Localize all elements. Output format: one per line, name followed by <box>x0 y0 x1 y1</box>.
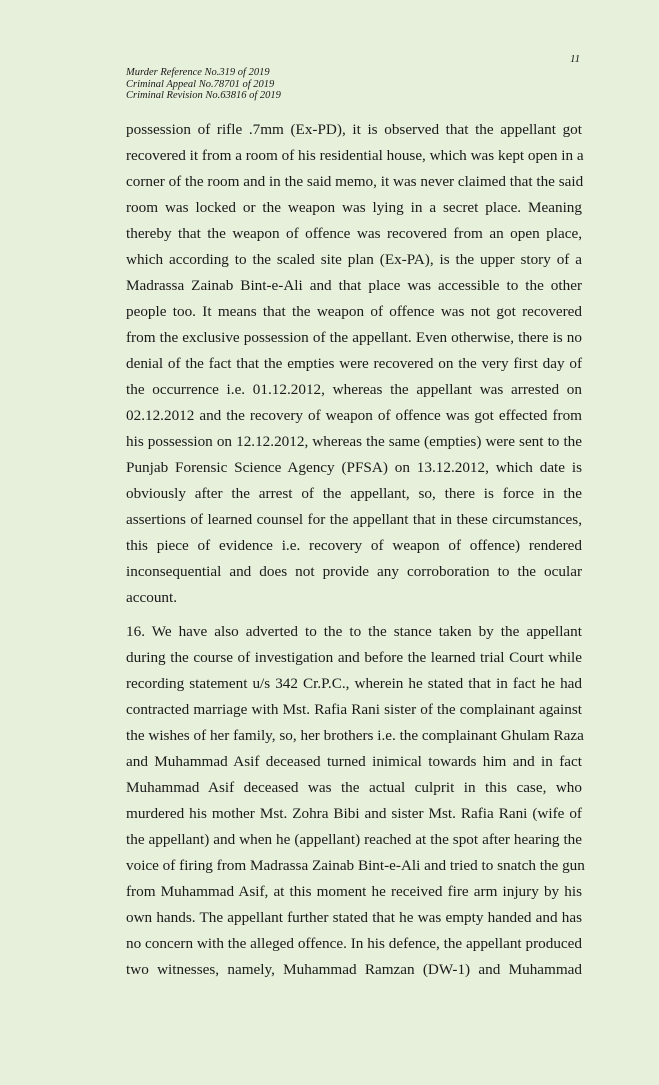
criminal-appeal-reference: Criminal Appeal No.78701 of 2019 <box>126 78 275 90</box>
text-line: own hands. The appellant further stated that he was empty handed and has <box>126 909 582 926</box>
text-line: the wishes of her family, so, her brothers i.e. the complainant Ghulam Raza <box>126 727 584 744</box>
text-line: no concern with the alleged offence. In his defence, the appellant produced <box>126 935 582 952</box>
text-line: Madrassa Zainab Bint-e-Ali and that place was accessible to the other <box>126 277 582 294</box>
text-line: his possession on 12.12.2012, whereas the same (empties) were sent to the <box>126 433 582 450</box>
paragraph-recovery-of-weapon <box>126 117 582 611</box>
text-line: account. <box>126 589 178 606</box>
text-line: Punjab Forensic Science Agency (PFSA) on 13.12.2012, which date is <box>126 459 582 476</box>
text-line: assertions of learned counsel for the appellant that in these circumstances, <box>126 511 582 528</box>
text-line: people too. It means that the weapon of offence was not got recovered <box>126 303 582 320</box>
paragraph-16-stance-of-appellant <box>126 619 585 983</box>
text-line: inconsequential and does not provide any corroboration to the ocular <box>126 563 582 580</box>
text-line: two witnesses, namely, Muhammad Ramzan (DW-1) and Muhammad <box>126 961 582 978</box>
text-line: denial of the fact that the empties were recovered on the very first day of <box>126 355 582 372</box>
murder-reference: Murder Reference No.319 of 2019 <box>126 67 270 78</box>
text-line: and Muhammad Asif deceased turned inimical towards him and in fact <box>126 753 582 770</box>
case-references <box>126 67 281 102</box>
text-line: this piece of evidence i.e. recovery of weapon of offence) rendered <box>126 537 582 554</box>
text-line: contracted marriage with Mst. Rafia Rani sister of the complainant against <box>126 701 582 718</box>
text-line: murdered his mother Mst. Zohra Bibi and sister Mst. Rafia Rani (wife of <box>126 805 582 822</box>
text-line: the occurrence i.e. 01.12.2012, whereas the appellant was arrested on <box>126 381 582 398</box>
text-line: obviously after the arrest of the appellant, so, there is force in the <box>126 485 582 502</box>
text-line: corner of the room and in the said memo, it was never claimed that the said <box>126 173 584 190</box>
text-line: from Muhammad Asif, at this moment he received fire arm injury by his <box>126 883 582 900</box>
text-line: the appellant) and when he (appellant) reached at the spot after hearing the <box>126 831 582 848</box>
text-line: Muhammad Asif deceased was the actual culprit in this case, who <box>126 779 582 796</box>
text-line: thereby that the weapon of offence was recovered from an open place, <box>126 225 582 242</box>
text-line: recovered it from a room of his residential house, which was kept open in a <box>126 147 584 164</box>
text-line: recording statement u/s 342 Cr.P.C., wherein he stated that in fact he had <box>126 675 582 692</box>
text-line: 02.12.2012 and the recovery of weapon of offence was got effected from <box>126 407 582 424</box>
text-line: during the course of investigation and before the learned trial Court while <box>126 649 582 666</box>
text-line: voice of firing from Madrassa Zainab Bint-e-Ali and tried to snatch the gun <box>126 857 585 874</box>
criminal-revision-reference: Criminal Revision No.63816 of 2019 <box>126 90 281 101</box>
text-line: from the exclusive possession of the appellant. Even otherwise, there is no <box>126 329 582 346</box>
text-line: which according to the scaled site plan (Ex-PA), is the upper story of a <box>126 251 582 268</box>
text-line: room was locked or the weapon was lying in a secret place. Meaning <box>126 199 582 216</box>
text-line: 16. We have also adverted to the to the stance taken by the appellant <box>126 623 582 640</box>
text-line: possession of rifle .7mm (Ex-PD), it is observed that the appellant got <box>126 121 582 138</box>
page-number: 11 <box>570 53 581 65</box>
